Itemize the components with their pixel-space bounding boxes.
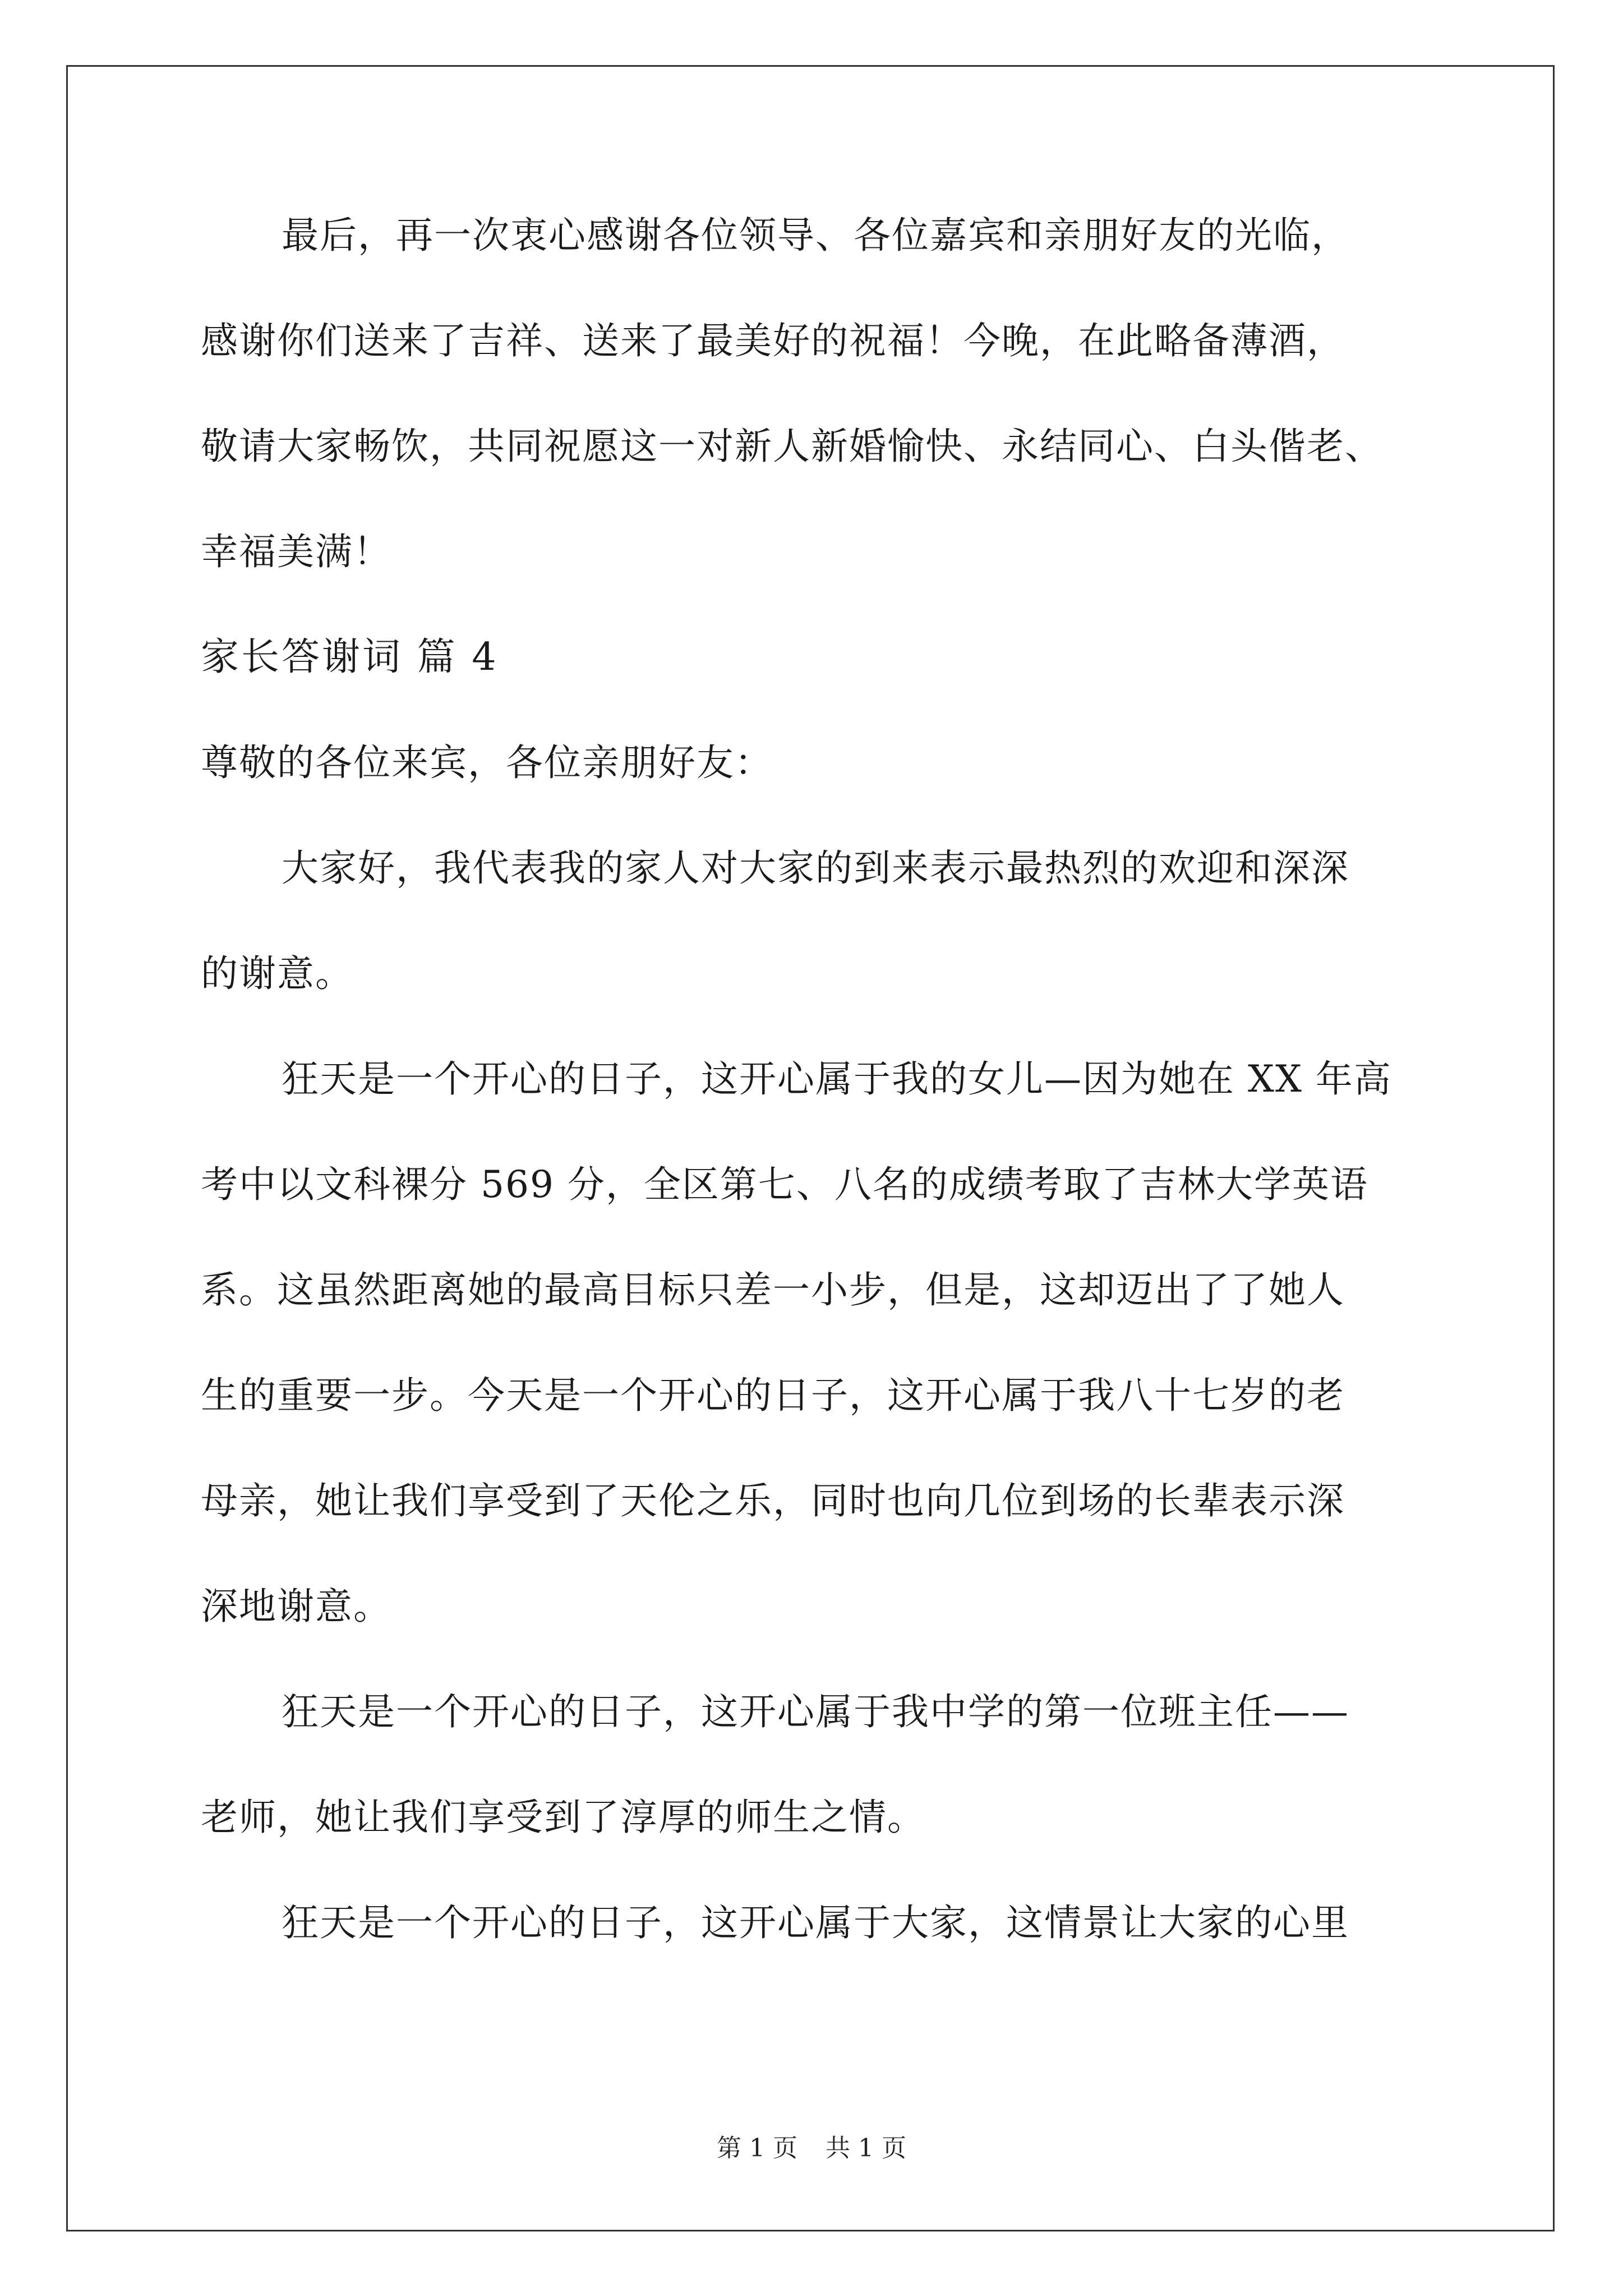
paragraph-line: 考中以文科裸分 569 分，全区第七、八名的成绩考取了吉林大学英语 [201, 1163, 1368, 1206]
paragraph-line: 生的重要一步。今天是一个开心的日子，这开心属于我八十七岁的老 [201, 1374, 1345, 1417]
paragraph-line: 老师，她让我们享受到了淳厚的师生之情。 [201, 1796, 925, 1839]
paragraph-line: 母亲，她让我们享受到了天伦之乐，同时也向几位到场的长辈表示深 [201, 1479, 1345, 1522]
page-footer [0, 2132, 1623, 2165]
paragraph-line: 敬请大家畅饮，共同祝愿这一对新人新婚愉快、永结同心、白头偕老、 [201, 425, 1383, 468]
paragraph-line: 感谢你们送来了吉祥、送来了最美好的祝福！今晚，在此略备薄酒， [201, 319, 1345, 362]
paragraph-line: 大家好，我代表我的家人对大家的到来表示最热烈的欢迎和深深 [282, 846, 1349, 890]
paragraph-line: 狂天是一个开心的日子，这开心属于我的女儿—因为她在 XX 年高 [282, 1057, 1392, 1101]
page-total: 共 1 页 [826, 2134, 906, 2162]
section-heading: 家长答谢词 篇 4 [201, 635, 499, 679]
paragraph-line: 幸福美满！ [201, 530, 391, 573]
salutation: 尊敬的各位来宾，各位亲朋好友： [201, 741, 773, 784]
paragraph-line: 的谢意。 [201, 952, 353, 995]
page-number: 第 1 页 [717, 2134, 797, 2162]
paragraph-line: 狂天是一个开心的日子，这开心属于大家，这情景让大家的心里 [282, 1901, 1349, 1944]
paragraph-line: 系。这虽然距离她的最高目标只差一小步，但是，这却迈出了了她人 [201, 1268, 1345, 1312]
paragraph-line: 狂天是一个开心的日子，这开心属于我中学的第一位班主任—— [282, 1690, 1349, 1733]
paragraph-line: 深地谢意。 [201, 1585, 391, 1628]
paragraph-line: 最后，再一次衷心感谢各位领导、各位嘉宾和亲朋好友的光临， [282, 214, 1349, 257]
